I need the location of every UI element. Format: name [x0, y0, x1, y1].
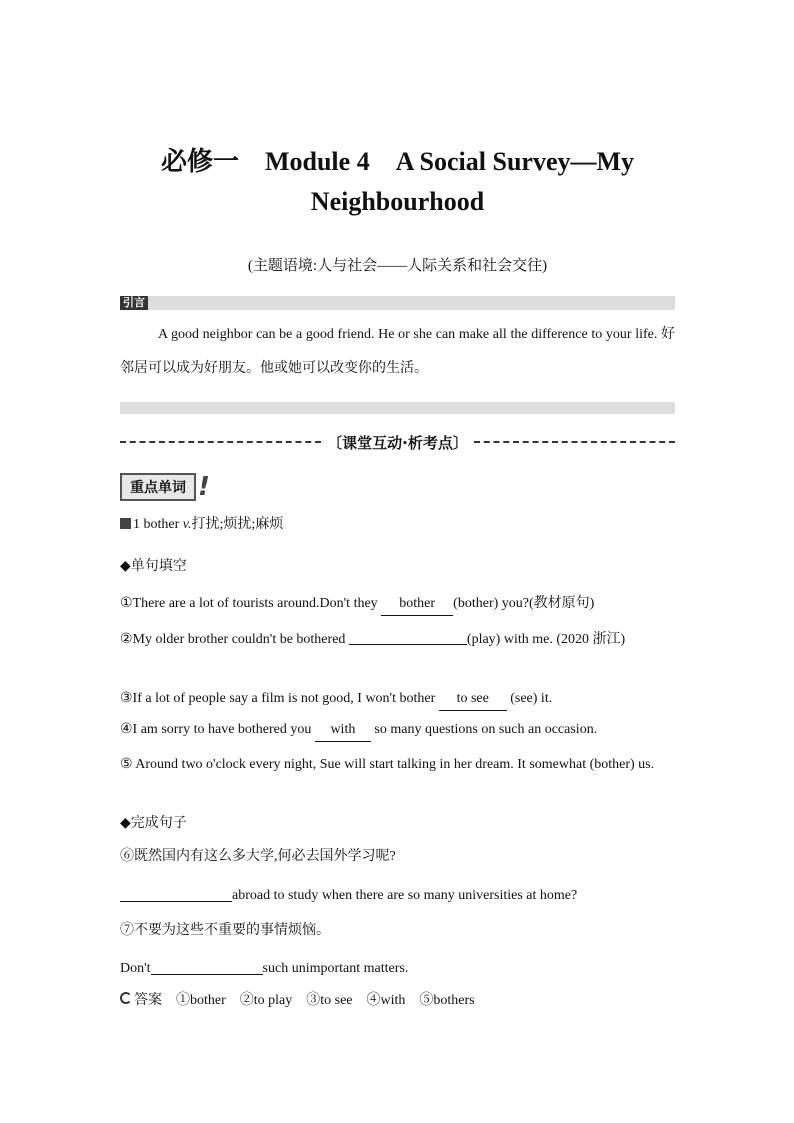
word-entry-pos: v. [182, 517, 192, 532]
fill-item-4-blank: with [315, 719, 371, 742]
fill-item-1-blank: bother [381, 593, 453, 616]
complete-item-7-blank [151, 958, 263, 975]
section-divider [120, 430, 675, 454]
fill-item-2-post: (play) with me. (2020 浙江) [466, 632, 626, 647]
fill-item-4-pre: ④I am sorry to have bothered you [120, 722, 315, 737]
key-words-header [120, 472, 210, 502]
complete-sentence-heading: ◆完成句子 [120, 815, 187, 831]
fill-item-2-pre: ②My older brother couldn't be bothered [120, 632, 349, 647]
complete-item-7-pre: Don't [120, 961, 151, 976]
answer-icon [120, 992, 132, 1004]
complete-item-7-en [120, 958, 675, 980]
title-line-2: Neighbourhood [310, 187, 485, 216]
square-bullet-icon [120, 518, 131, 529]
fill-item-1-pre: ①There are a lot of tourists around.Don't they [120, 596, 382, 611]
fill-item-2-blank [349, 626, 467, 645]
word-entry-number: 1 bother [133, 517, 183, 532]
dash-right [474, 441, 675, 443]
page-title [120, 142, 675, 222]
answer-text: ①bother ②to play ③to see ④with ⑤bothers [162, 993, 475, 1008]
answer-line [120, 990, 675, 1012]
intro-bottom-bar [120, 402, 675, 414]
intro-bar [120, 296, 675, 310]
title-line-1: 必修一 Module 4 A Social Survey—My [160, 147, 635, 176]
complete-item-6-post: abroad to study when there are so many universities at home? [232, 888, 578, 903]
fill-item-4-post: so many questions on such an occasion. [370, 722, 598, 737]
fill-item-3-pre: ③If a lot of people say a film is not good, I won't bother [120, 691, 439, 706]
fill-item-2 [120, 625, 675, 655]
complete-item-6-en [120, 885, 675, 907]
dash-left [120, 441, 321, 443]
fill-item-1-post: (bother) you?(教材原句) [453, 596, 595, 611]
exclamation-icon: ! [198, 472, 210, 502]
fill-item-3-post: (see) it. [506, 691, 553, 706]
complete-item-7-post: such unimportant matters. [262, 961, 409, 976]
intro-paragraph: A good neighbor can be a good friend. He or she can make all the difference to your life. 好邻居可以成为好朋友。他或她可以改变你的生活。 [120, 327, 675, 376]
intro-label: 引言 [120, 296, 148, 310]
fill-item-4 [120, 719, 675, 742]
section-title: 〔课堂互动·析考点〕 [327, 433, 468, 452]
fill-item-5: ⑤ Around two o'clock every night, Sue will start talking in her dream. It somewhat (bother) us. [120, 757, 655, 772]
word-entry [120, 514, 675, 536]
complete-item-6-cn: ⑥既然国内有这么多大学,何必去国外学习呢? [120, 849, 396, 864]
complete-item-7-cn: ⑦不要为这些不重要的事情烦恼。 [120, 923, 330, 938]
key-words-label: 重点单词 [120, 473, 196, 501]
fill-blank-heading: ◆单句填空 [120, 558, 187, 574]
complete-item-6-blank [120, 885, 232, 902]
word-entry-meaning: 打扰;烦扰;麻烦 [191, 517, 284, 532]
fill-item-3-blank: to see [439, 688, 507, 711]
fill-item-3 [120, 688, 675, 711]
answer-label: 答案 [134, 993, 162, 1008]
fill-item-1 [120, 593, 675, 616]
subtitle: (主题语境:人与社会——人际关系和社会交往) [247, 258, 548, 274]
